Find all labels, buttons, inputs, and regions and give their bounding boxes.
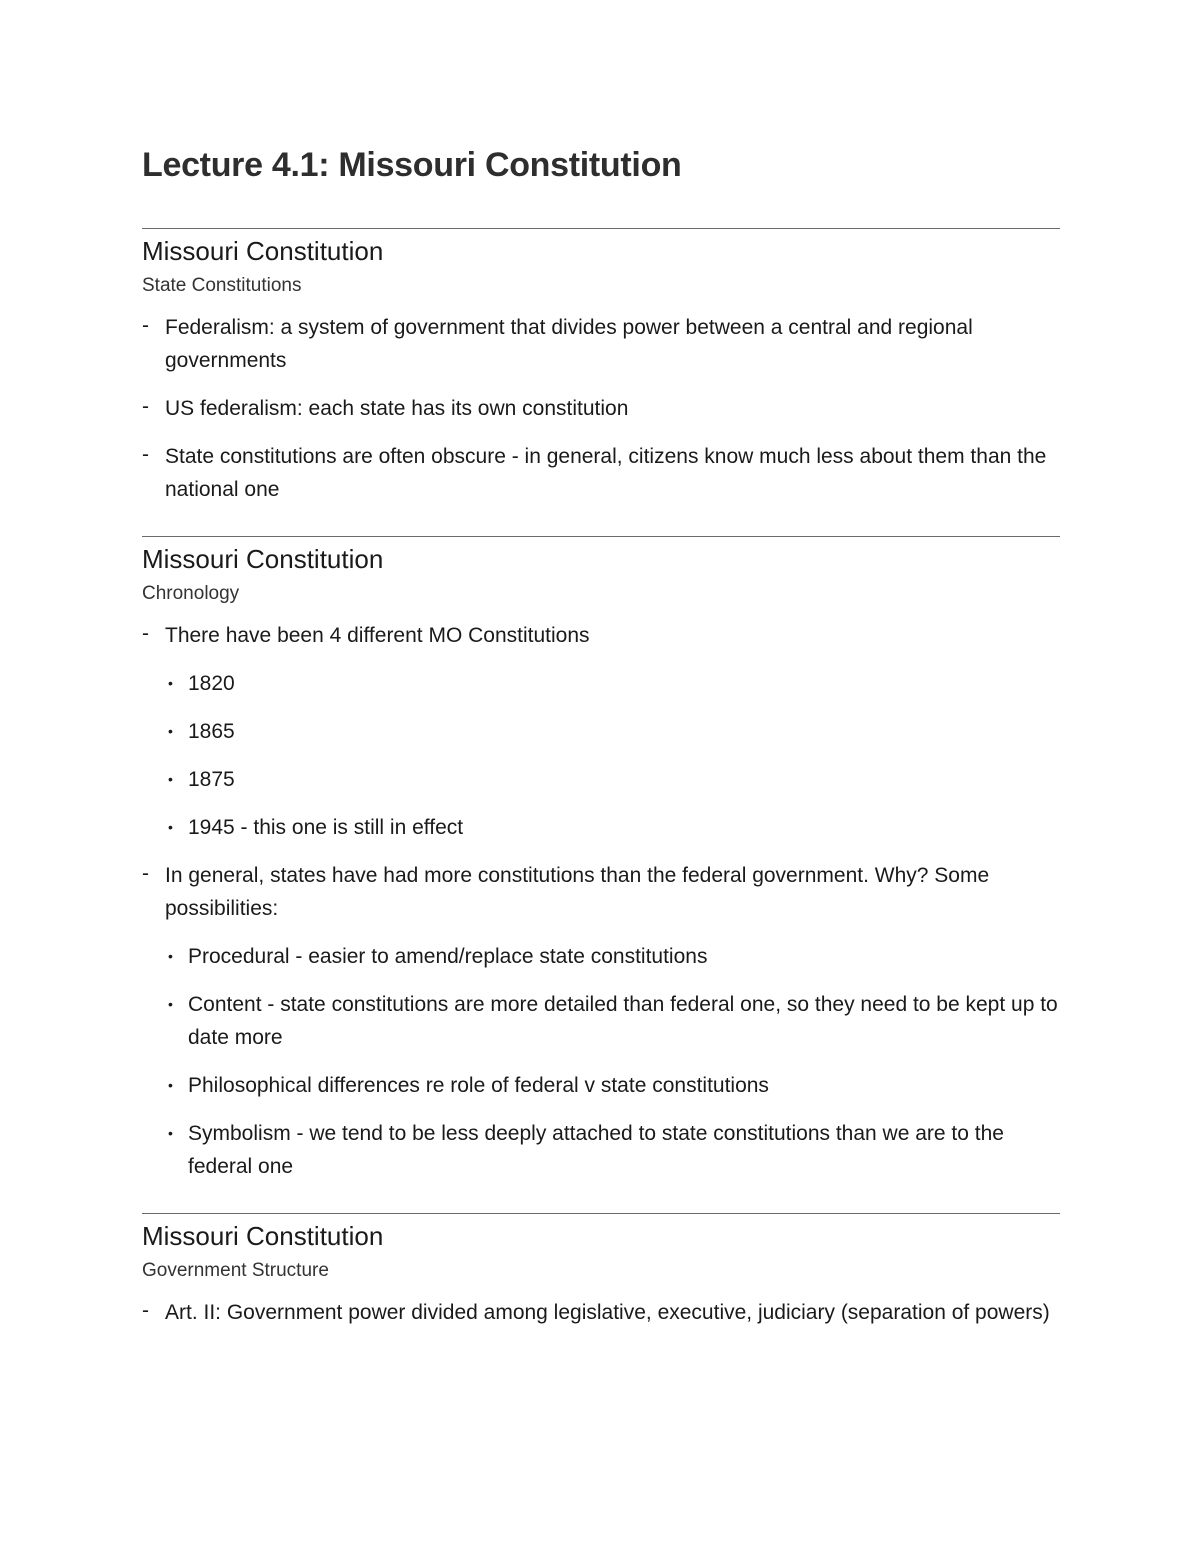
- dash-bullet: -: [142, 1299, 149, 1322]
- list-item: [142, 1296, 1060, 1329]
- list-item: [142, 440, 1060, 506]
- section-subheading: Government Structure: [142, 1260, 329, 1281]
- list-item: [142, 392, 1060, 425]
- section-subheading: State Constitutions: [142, 275, 302, 296]
- list-item-text: Federalism: a system of government that divides power between a central and regional governments: [165, 316, 973, 372]
- dash-bullet: -: [142, 395, 149, 418]
- sub-list-item: [165, 940, 1060, 973]
- sub-list-item-text: 1865: [188, 720, 235, 743]
- section-chronology: [142, 536, 1060, 1183]
- list-item: [142, 859, 1060, 1183]
- sub-list-item: [165, 763, 1060, 796]
- list-item-text: Art. II: Government power divided among legislative, executive, judiciary (separation of powers): [165, 1301, 1050, 1324]
- dot-bullet: •: [168, 996, 173, 1012]
- sub-list-item: [165, 811, 1060, 844]
- dot-bullet: •: [168, 1077, 173, 1093]
- section-subheading: Chronology: [142, 583, 240, 604]
- dot-bullet: •: [168, 675, 173, 691]
- section-heading: Missouri Constitution: [142, 1221, 384, 1251]
- sub-list-item-text: 1875: [188, 768, 235, 791]
- dash-list: [142, 311, 1060, 506]
- document-title: Lecture 4.1: Missouri Constitution: [142, 146, 682, 184]
- sub-list-item-text: Procedural - easier to amend/replace state constitutions: [188, 945, 708, 968]
- sub-list-item-text: Philosophical differences re role of federal v state constitutions: [188, 1074, 769, 1097]
- list-item-text: US federalism: each state has its own constitution: [165, 397, 629, 420]
- section-government-structure: [142, 1213, 1060, 1329]
- sub-list-item: [165, 1117, 1060, 1183]
- sub-list-item: [165, 667, 1060, 700]
- dash-bullet: -: [142, 314, 149, 337]
- sub-list-item: [165, 715, 1060, 748]
- list-item-text: State constitutions are often obscure - in general, citizens know much less about them than the national one: [165, 445, 1047, 501]
- dot-bullet: •: [168, 819, 173, 835]
- sub-list-item: [165, 988, 1060, 1054]
- section-state-constitutions: [142, 228, 1060, 506]
- sub-list: [165, 940, 1060, 1183]
- dash-bullet: -: [142, 443, 149, 466]
- section-heading: Missouri Constitution: [142, 236, 384, 266]
- list-item: [142, 311, 1060, 377]
- list-item-text: There have been 4 different MO Constitutions: [165, 624, 590, 647]
- list-item-text: In general, states have had more constitutions than the federal government. Why? Some possibilities:: [165, 864, 990, 920]
- dot-bullet: •: [168, 771, 173, 787]
- sub-list-item: [165, 1069, 1060, 1102]
- dot-bullet: •: [168, 723, 173, 739]
- dash-list: [142, 1296, 1060, 1329]
- sub-list-item-text: Content - state constitutions are more detailed than federal one, so they need to be kept up to date more: [188, 993, 1058, 1049]
- dot-bullet: •: [168, 948, 173, 964]
- sub-list: [165, 667, 1060, 844]
- list-item: [142, 619, 1060, 844]
- document-page: [142, 140, 1060, 1344]
- section-heading: Missouri Constitution: [142, 544, 384, 574]
- dash-list: [142, 619, 1060, 1183]
- sub-list-item-text: 1820: [188, 672, 235, 695]
- dash-bullet: -: [142, 862, 149, 885]
- sub-list-item-text: 1945 - this one is still in effect: [188, 816, 464, 839]
- dash-bullet: -: [142, 622, 149, 645]
- dot-bullet: •: [168, 1125, 173, 1141]
- sub-list-item-text: Symbolism - we tend to be less deeply attached to state constitutions than we are to the federal one: [188, 1122, 1004, 1178]
